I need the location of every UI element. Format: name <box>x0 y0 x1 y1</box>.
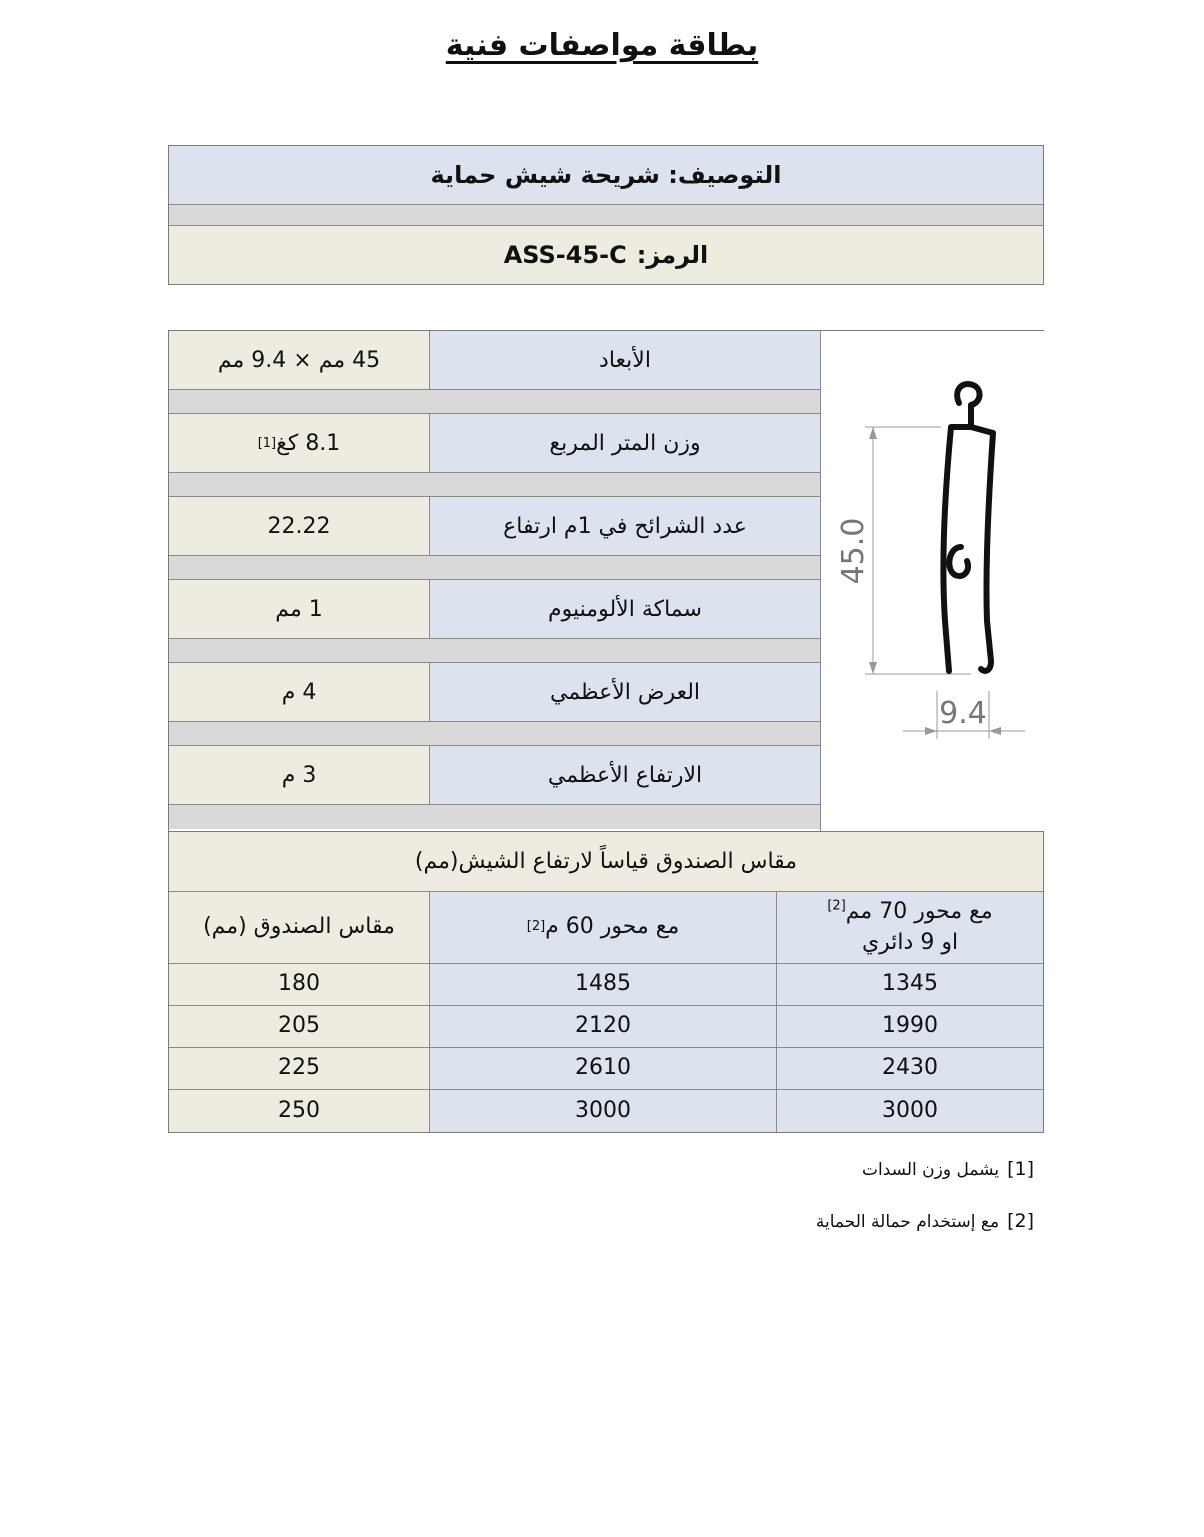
spec-divider <box>169 556 820 580</box>
footnote <box>816 1210 1034 1232</box>
box-table-title: مقاس الصندوق قياساً لارتفاع الشيش(مم) <box>169 832 1043 892</box>
table-row <box>169 1006 1043 1048</box>
spec-label: سماكة الألومنيوم <box>430 580 820 638</box>
width-dimension: 9.4 <box>939 696 987 731</box>
footnote-text: مع إستخدام حمالة الحماية <box>815 1212 1000 1232</box>
footnote-text: يشمل وزن السدات <box>862 1160 1000 1180</box>
page-title: بطاقة مواصفات فنية <box>445 28 759 63</box>
spec-value: 22.22 <box>169 497 430 555</box>
arrow-icon <box>925 727 937 735</box>
spec-value: 45 مم × 9.4 مم <box>169 331 430 389</box>
height-dimension: 45.0 <box>836 517 871 585</box>
table-cell: 3000 <box>430 1090 777 1132</box>
code-label: الرمز: <box>636 241 709 269</box>
arrow-icon <box>989 727 1001 735</box>
spec-label: العرض الأعظمي <box>430 663 820 721</box>
spec-value: 4 م <box>169 663 430 721</box>
spec-value: 8.1 كغ [1] <box>169 414 430 472</box>
spec-divider <box>169 805 820 829</box>
header-axis-60: مع محور 60 م [2] <box>430 892 777 963</box>
table-cell: 2120 <box>430 1006 777 1047</box>
table-cell: 1345 <box>777 964 1043 1005</box>
spec-row <box>169 331 820 390</box>
description-text: التوصيف: شريحة شيش حماية <box>430 161 782 189</box>
table-cell: 3000 <box>777 1090 1043 1132</box>
table-cell: 1485 <box>430 964 777 1005</box>
spec-row <box>169 497 820 556</box>
description-row <box>169 146 1043 205</box>
spec-label: الأبعاد <box>430 331 820 389</box>
spec-label: وزن المتر المربع <box>430 414 820 472</box>
spec-row <box>169 663 820 722</box>
header-box <box>168 145 1044 285</box>
footnote-number: [2] <box>1007 1210 1034 1232</box>
spec-label: عدد الشرائح في 1م ارتفاع <box>430 497 820 555</box>
slat-profile <box>943 384 993 671</box>
spec-value: 1 مم <box>169 580 430 638</box>
table-row <box>169 1090 1043 1132</box>
table-row <box>169 1048 1043 1090</box>
spec-label: الارتفاع الأعظمي <box>430 746 820 804</box>
header-axis-70: مع محور 70 مم[2] او 9 دائري <box>777 892 1043 963</box>
code-value: ASS-45-C <box>503 241 627 269</box>
spec-divider <box>169 722 820 746</box>
profile-svg <box>821 331 1045 831</box>
spec-value: 3 م <box>169 746 430 804</box>
spec-divider <box>169 639 820 663</box>
arrow-icon <box>869 427 877 439</box>
table-cell: 1990 <box>777 1006 1043 1047</box>
table-cell: 2610 <box>430 1048 777 1089</box>
table-cell: 225 <box>169 1048 430 1089</box>
table-cell: 180 <box>169 964 430 1005</box>
footnote <box>862 1158 1034 1180</box>
header-box-size: مقاس الصندوق (مم) <box>169 892 430 963</box>
spec-row <box>169 580 820 639</box>
table-cell: 205 <box>169 1006 430 1047</box>
profile-drawing <box>820 331 1045 831</box>
table-row <box>169 964 1043 1006</box>
table-header-row <box>169 892 1043 964</box>
code-row <box>169 226 1043 284</box>
header-divider <box>169 205 1043 226</box>
spec-row <box>169 414 820 473</box>
spec-rows <box>169 331 820 829</box>
arrow-icon <box>869 662 877 674</box>
spec-divider <box>169 473 820 497</box>
footnote-number: [1] <box>1007 1158 1034 1180</box>
table-cell: 250 <box>169 1090 430 1132</box>
spec-divider <box>169 390 820 414</box>
footnote-ref: [1] <box>257 435 277 451</box>
spec-table <box>168 330 1044 832</box>
spec-row <box>169 746 820 805</box>
box-size-table <box>168 832 1044 1133</box>
table-cell: 2430 <box>777 1048 1043 1089</box>
